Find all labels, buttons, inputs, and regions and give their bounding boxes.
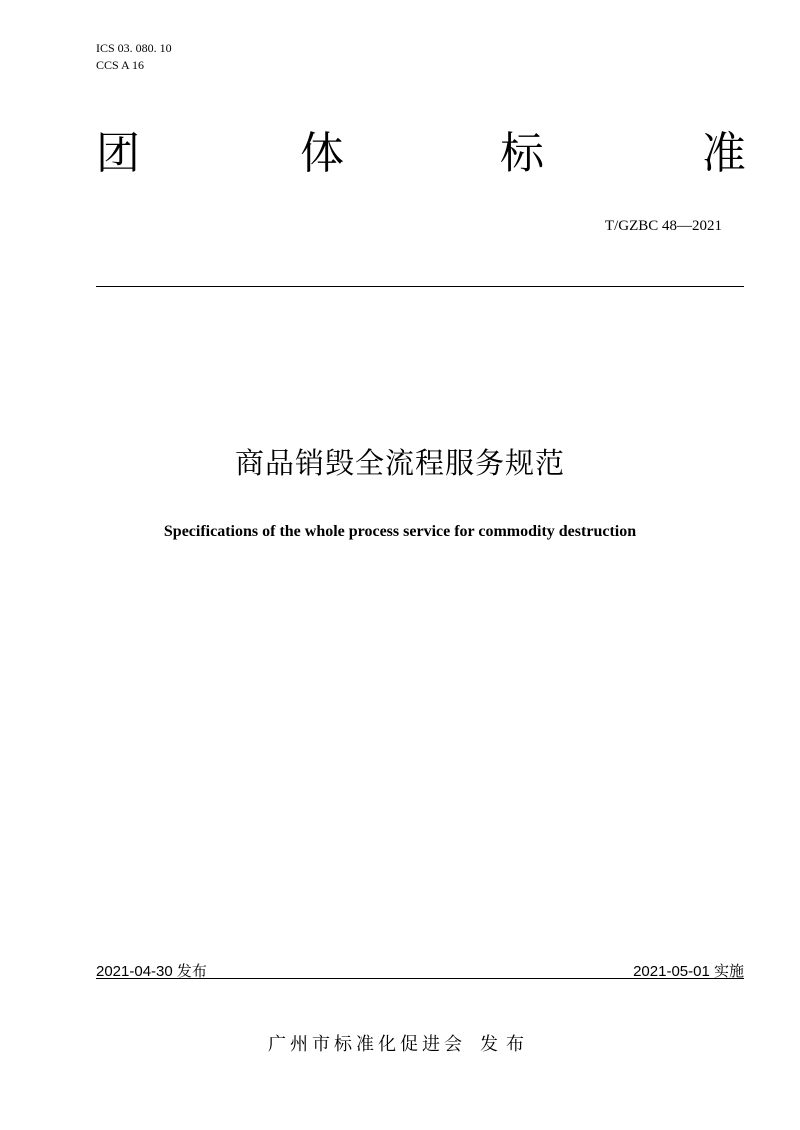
standard-type-char-4: 准 <box>702 128 746 179</box>
title-english: Specifications of the whole process service for commodity destruction <box>163 523 637 540</box>
header-divider <box>96 286 744 287</box>
implementation-date: 2021-05-01 实施 <box>633 963 744 980</box>
footer-divider <box>96 978 744 979</box>
title-chinese: 商品销毁全流程服务规范 <box>234 446 565 480</box>
standard-type-char-1: 团 <box>96 128 140 179</box>
ccs-code: CCS A 16 <box>96 58 145 72</box>
standard-type-char-2: 体 <box>300 128 344 179</box>
publisher-line <box>0 1030 800 1056</box>
publisher-action: 发布 <box>480 1034 532 1055</box>
standard-type-heading <box>96 128 750 180</box>
publish-date: 2021-04-30 发布 <box>96 963 207 980</box>
classification-block <box>96 40 172 74</box>
ics-code: ICS 03. 080. 10 <box>96 41 172 55</box>
publisher-organization: 广州市标准化促进会 <box>268 1034 466 1055</box>
standard-type-char-3: 标 <box>500 128 544 179</box>
standard-code: T/GZBC 48—2021 <box>604 218 722 234</box>
